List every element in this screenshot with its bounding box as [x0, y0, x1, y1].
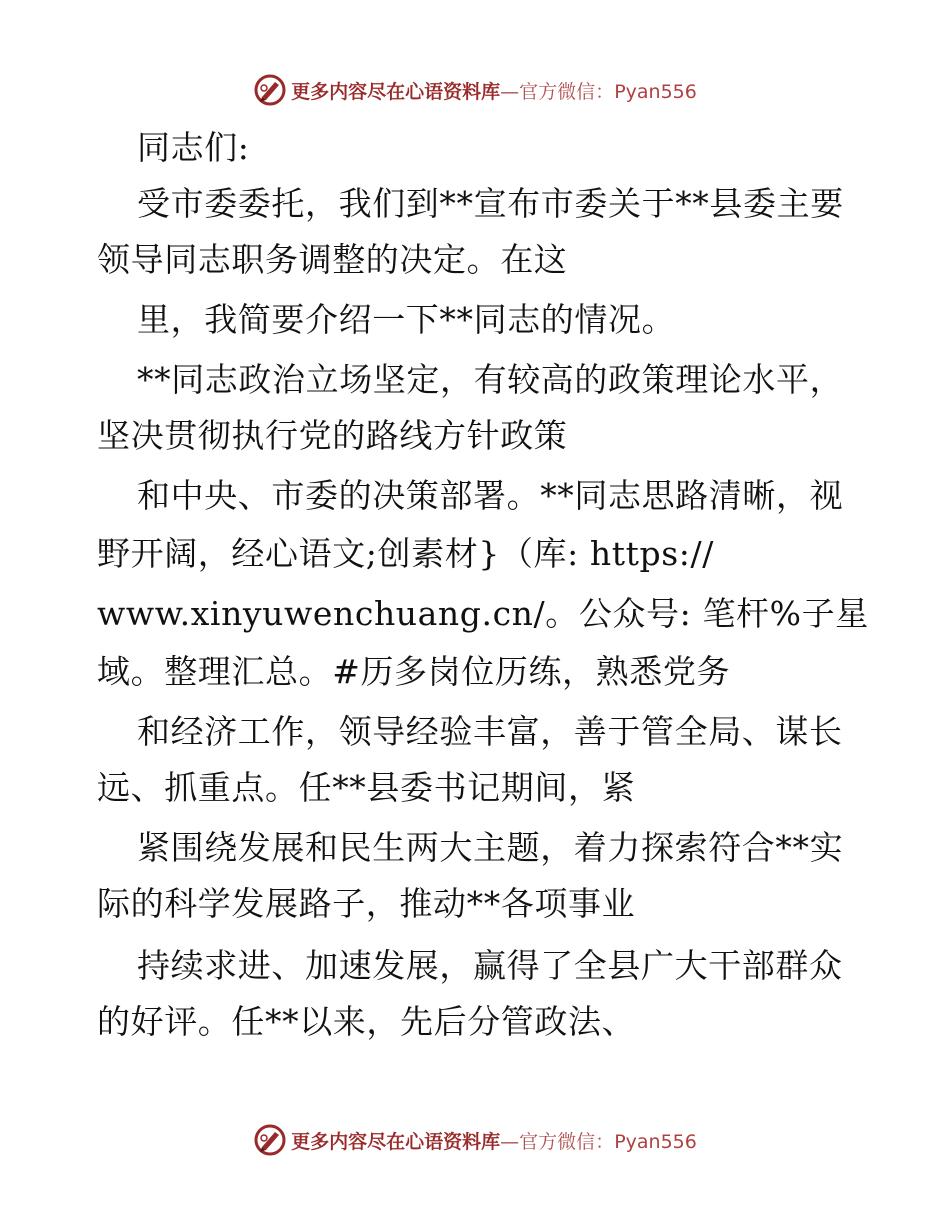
banner-dash: —	[500, 1130, 520, 1153]
banner-main-text: 更多内容尽在心语资料库	[291, 1130, 501, 1153]
text-line: 同志们:	[137, 128, 250, 167]
banner-official-label: 官方微信：	[519, 1130, 615, 1153]
banner-dash: —	[500, 80, 520, 103]
text-line: 野开阔，经心语文;创素材}（库: https://	[97, 534, 714, 573]
banner-text	[291, 77, 697, 104]
header-banner	[0, 70, 950, 110]
text-line: 受市委委托，我们到**宣布市委关于**县委主要	[137, 184, 844, 223]
text-line: 和中央、市委的决策部署。**同志思路清晰，视	[137, 476, 844, 515]
text-line: www.xinyuwenchuang.cn/。公众号: 笔杆%子星	[97, 594, 869, 633]
banner-account: Pyan556	[614, 80, 697, 103]
banner-main-text: 更多内容尽在心语资料库	[291, 80, 501, 103]
footer-banner	[0, 1120, 950, 1160]
text-line: 里，我简要介绍一下**同志的情况。	[137, 300, 676, 339]
text-line: 持续求进、加速发展，赢得了全县广大干部群众	[137, 946, 843, 985]
text-line: 紧围绕发展和民生两大主题，着力探索符合**实	[137, 828, 844, 867]
pen-logo-icon	[253, 1123, 287, 1157]
banner-text	[291, 1127, 697, 1154]
banner-account: Pyan556	[614, 1130, 697, 1153]
text-line: 域。整理汇总。#历多岗位历练，熟悉党务	[97, 652, 731, 691]
text-line: 的好评。任**以来，先后分管政法、	[97, 1002, 636, 1041]
text-line: 坚决贯彻执行党的路线方针政策	[97, 416, 568, 455]
text-line: 领导同志职务调整的决定。在这	[97, 240, 568, 279]
text-line: 远、抓重点。任**县委书记期间，紧	[97, 768, 636, 807]
text-line: 际的科学发展路子，推动**各项事业	[97, 884, 636, 923]
banner-official-label: 官方微信：	[519, 80, 615, 103]
text-line: 和经济工作，领导经验丰富，善于管全局、谋长	[137, 712, 843, 751]
text-line: **同志政治立场坚定，有较高的政策理论水平，	[137, 360, 844, 399]
pen-logo-icon	[253, 73, 287, 107]
